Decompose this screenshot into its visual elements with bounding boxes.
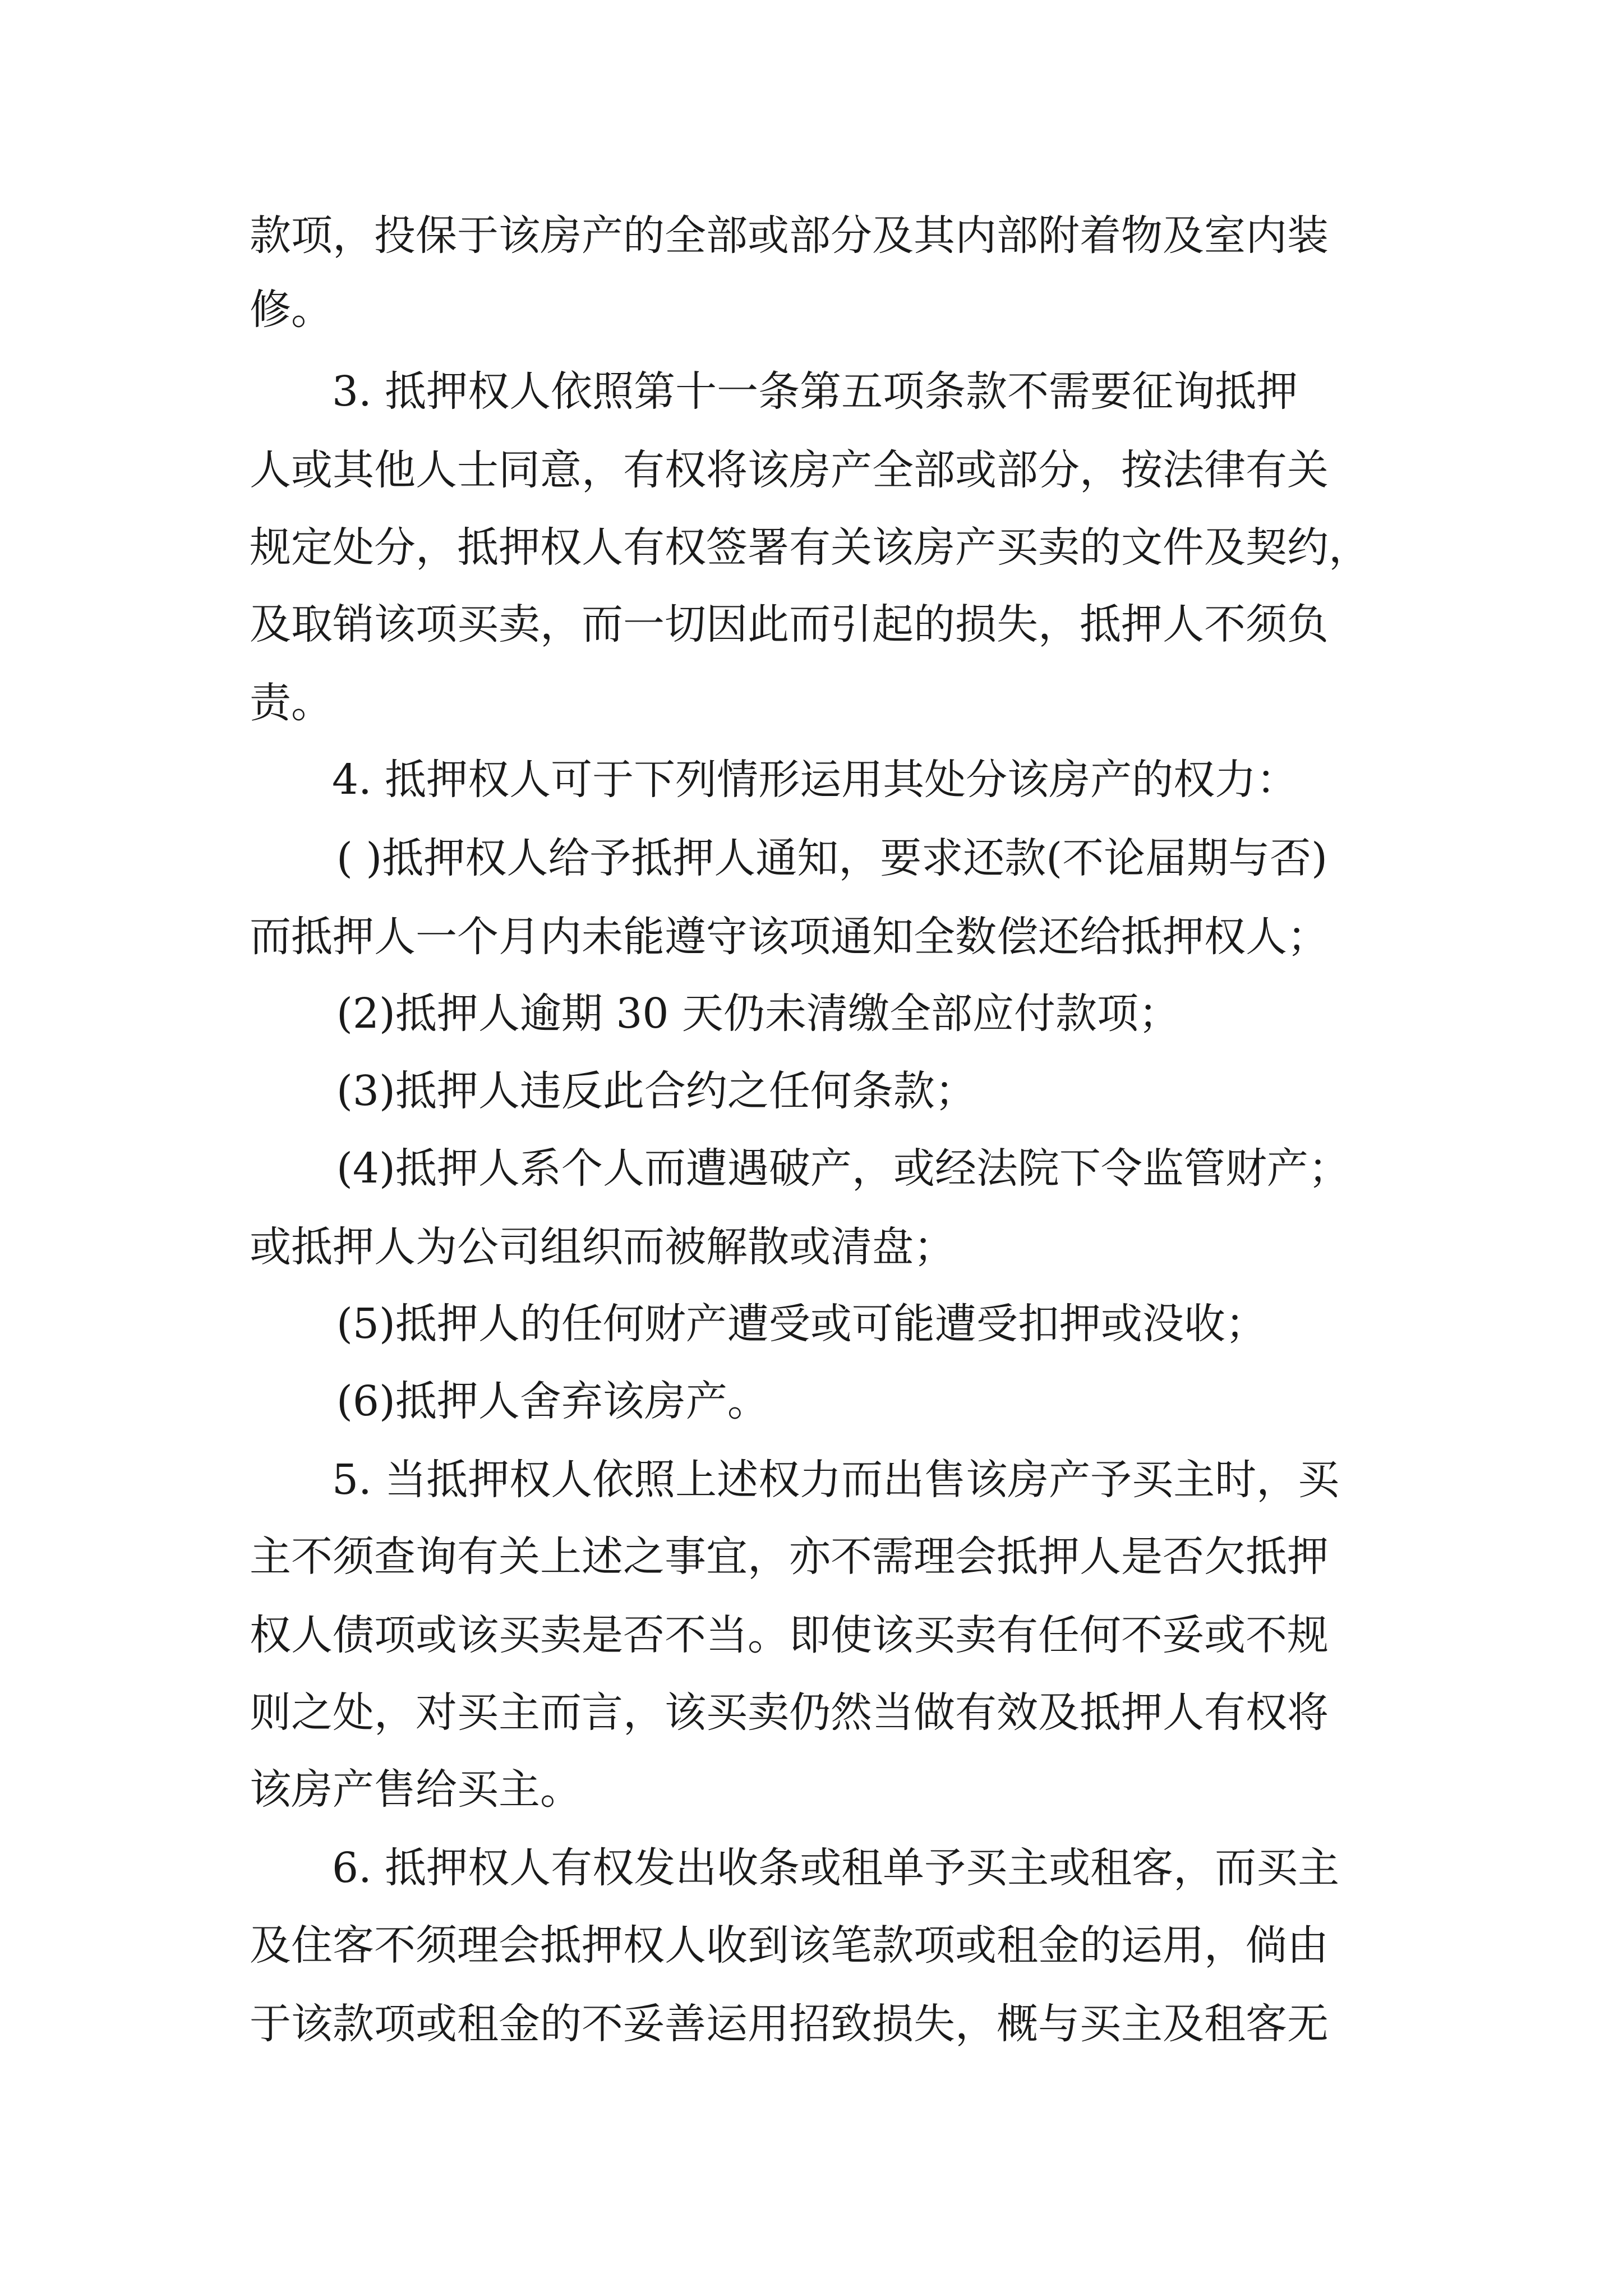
text-line: 该房产售给买主。: [250, 1765, 582, 1814]
text-line: 修。: [250, 286, 333, 334]
text-line: (4)抵押人系个人而遭遇破产，或经法院下令监管财产；: [336, 1144, 1350, 1193]
text-line: (5)抵押人的任何财产遭受或可能遭受扣押或没收；: [336, 1300, 1267, 1348]
text-line: 或抵押人为公司组织而被解散或清盘；: [250, 1223, 955, 1271]
text-line: ( )抵押权人给予抵押人通知，要求还款(不论届期与否): [336, 834, 1328, 882]
text-line: 于该款项或租金的不妥善运用招致损失，概与买主及租客无: [250, 2000, 1329, 2048]
text-line: 责。: [250, 679, 333, 727]
text-line: 6. 抵押权人有权发出收条或租单予买主或租客，而买主: [332, 1844, 1340, 1892]
text-line: 5. 当抵押权人依照上述权力而出售该房产予买主时，买: [332, 1456, 1340, 1504]
text-line: (3)抵押人违反此合约之任何条款；: [336, 1067, 976, 1115]
text-line: 及取销该项买卖，而一切因此而引起的损失，抵押人不须负: [250, 600, 1329, 648]
text-line: 则之处，对买主而言，该买卖仍然当做有效及抵押人有权将: [250, 1688, 1329, 1737]
text-line: 3. 抵押权人依照第十一条第五项条款不需要征询抵押: [332, 367, 1298, 416]
text-line: 规定处分，抵押权人有权签署有关该房产买卖的文件及契约，: [250, 523, 1370, 572]
text-line: 而抵押人一个月内未能遵守该项通知全数偿还给抵押权人；: [250, 913, 1329, 961]
text-line: 4. 抵押权人可于下列情形运用其处分该房产的权力：: [332, 756, 1298, 804]
text-line: (2)抵押人逾期 30 天仍未清缴全部应付款项；: [336, 990, 1181, 1038]
text-line: (6)抵押人舍弃该房产。: [336, 1377, 769, 1425]
text-line: 权人债项或该买卖是否不当。即使该买卖有任何不妥或不规: [250, 1611, 1329, 1659]
text-line: 人或其他人士同意，有权将该房产全部或部分，按法律有关: [250, 446, 1329, 494]
text-line: 及住客不须理会抵押权人收到该笔款项或租金的运用，倘由: [250, 1921, 1329, 1970]
text-line: 主不须查询有关上述之事宜，亦不需理会抵押人是否欠抵押: [250, 1533, 1329, 1581]
text-line: 款项，投保于该房产的全部或部分及其内部附着物及室内装: [250, 211, 1329, 260]
